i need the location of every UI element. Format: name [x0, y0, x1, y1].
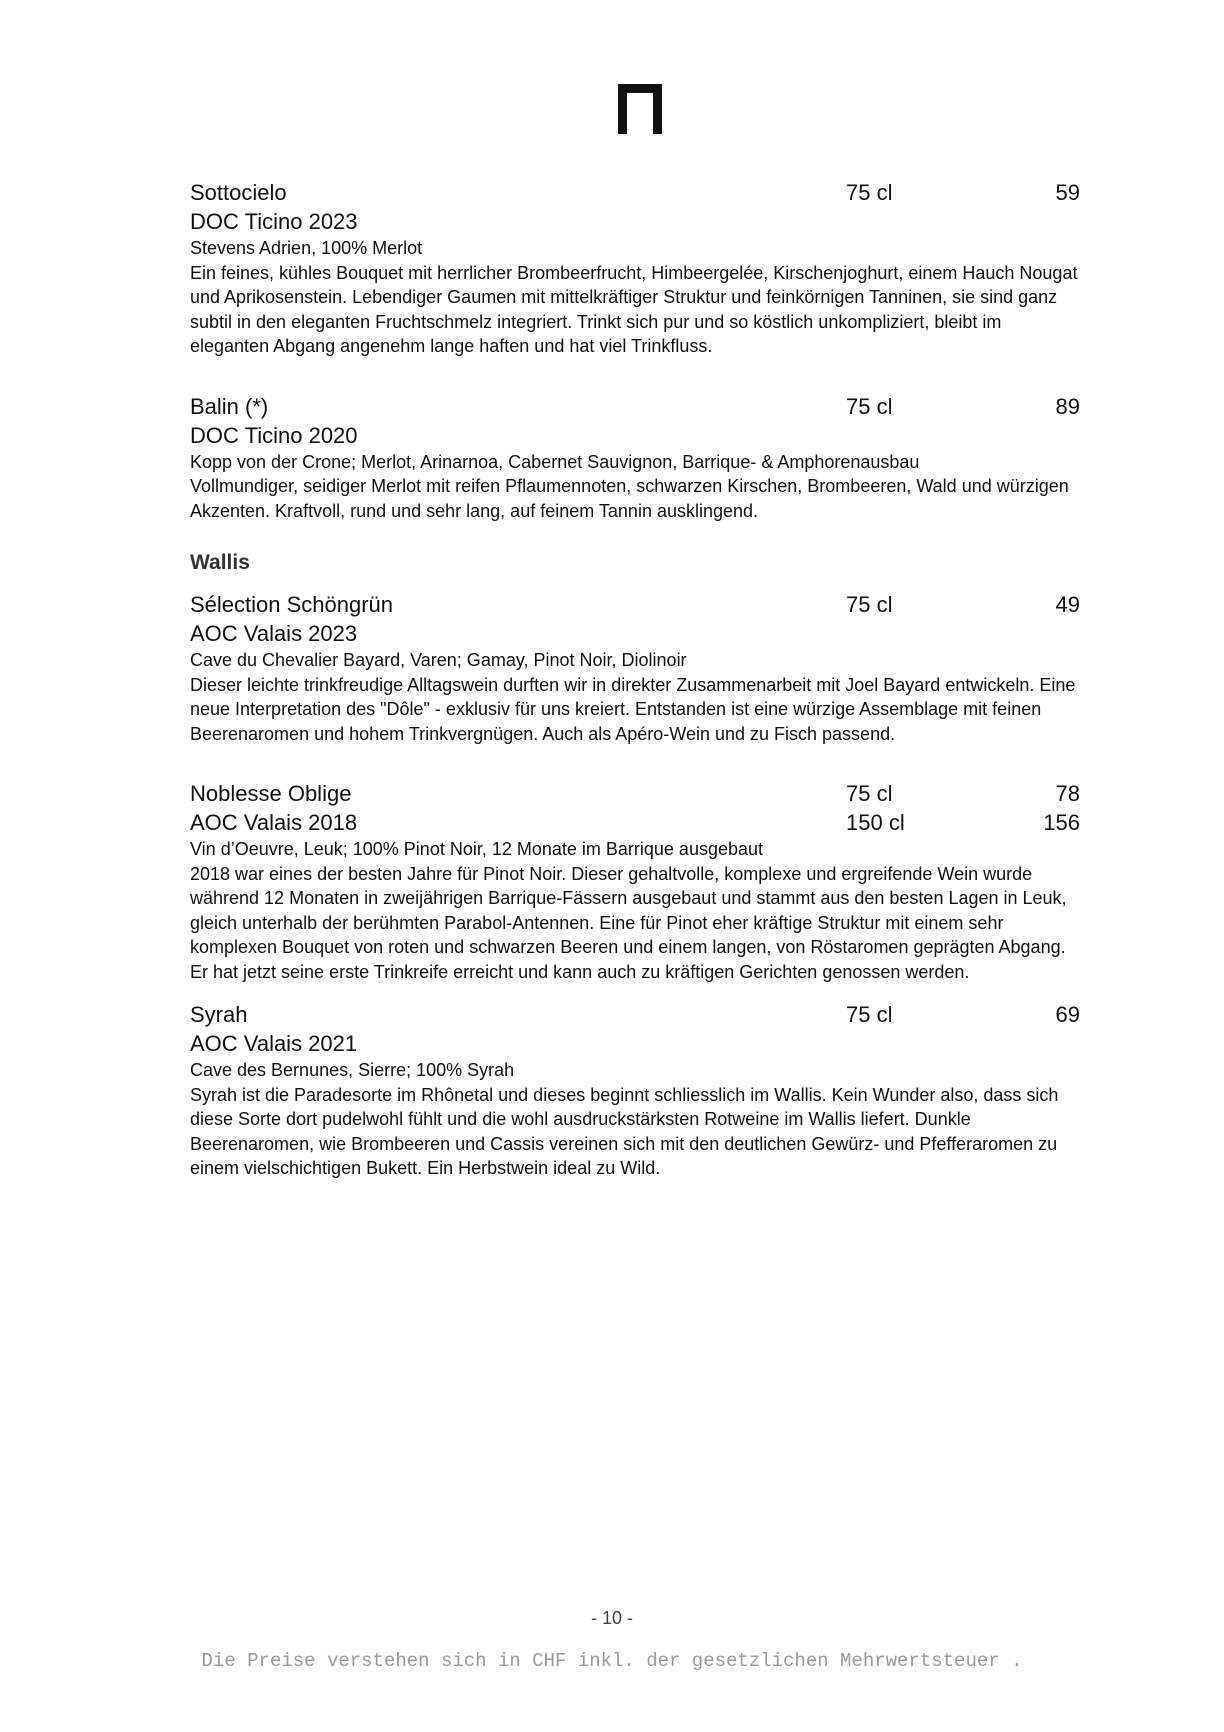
wine-title-row — [190, 178, 1080, 207]
wine-producer: Vin d’Oeuvre, Leuk; 100% Pinot Noir, 12 Monate im Barrique ausgebaut — [190, 839, 764, 859]
bottle-size: 75 cl — [846, 1002, 893, 1027]
bottle-size: 75 cl — [846, 180, 893, 205]
wine-entry — [190, 392, 1080, 524]
wine-description: Dieser leichte trinkfreudige Alltagswein durften wir in direkter Zusammenarbeit mit Joel Bayard entwickeln. Eine neue Interpretation des "Dôle" - exklusiv für uns kreiert. Entstanden ist eine würzige Assemblage mit feinen Beerenaromen und hohem Trinkvergnügen. Auch als Apéro-Wein und zu Fisch passend. — [190, 674, 1076, 744]
wine-list — [190, 178, 1080, 1181]
wine-origin-row — [190, 207, 1080, 236]
bottle-size-magnum: 150 cl — [846, 810, 905, 835]
wine-entry — [190, 590, 1080, 746]
wine-origin-row — [190, 619, 1080, 648]
wine-origin: AOC Valais 2023 — [190, 621, 358, 646]
wine-name: Syrah — [190, 1002, 248, 1027]
wine-origin: DOC Ticino 2020 — [190, 422, 358, 448]
wine-producer: Kopp von der Crone; Merlot, Arinarnoa, Cabernet Sauvignon, Barrique- & Amphorenausbau — [190, 451, 920, 472]
wine-name: Sélection Schöngrün — [190, 592, 394, 617]
wine-title-row — [190, 590, 1080, 619]
price-footer-note: Die Preise verstehen sich in CHF inkl. der gesetzlichen Mehrwertsteuer . — [201, 1650, 1023, 1672]
page-number: - 10 - — [590, 1608, 633, 1628]
wine-price-magnum: 156 — [1043, 810, 1080, 835]
wine-origin-row — [190, 421, 1080, 450]
wine-price: 89 — [1055, 393, 1080, 419]
wine-title-row — [190, 779, 1080, 808]
wine-producer: Cave des Bernunes, Sierre; 100% Syrah — [190, 1060, 515, 1080]
wine-origin: AOC Valais 2018 — [190, 810, 358, 835]
wine-entry — [190, 1000, 1080, 1181]
wine-description: Syrah ist die Paradesorte im Rhônetal und dieses beginnt schliesslich im Wallis. Kein Wunder also, dass sich diese Sorte dort pudelwohl fühlt und die wohl ausdruckstärksten Rotweine im Wallis liefert. Dunkle Beerenaromen, wie Brombeeren und Cassis vereinen sich mit den deutlichen Gewürz- und Pfefferaromen zu einem vielschichtigen Bukett. Ein Herbstwein ideal zu Wild. — [190, 1084, 1059, 1178]
wine-title-row — [190, 1000, 1080, 1029]
pi-logo-icon — [618, 84, 662, 134]
bottle-size: 75 cl — [846, 592, 893, 617]
wine-producer: Stevens Adrien, 100% Merlot — [190, 238, 423, 258]
wine-price: 78 — [1055, 781, 1080, 806]
bottle-size: 75 cl — [846, 393, 893, 419]
wine-price: 49 — [1055, 592, 1080, 617]
wine-origin-row — [190, 808, 1080, 837]
wine-origin: DOC Ticino 2023 — [190, 209, 358, 234]
wine-origin: AOC Valais 2021 — [190, 1031, 358, 1056]
wine-price: 59 — [1055, 180, 1080, 205]
section-heading: Wallis — [190, 551, 250, 574]
wine-name: Balin (*) — [190, 393, 269, 419]
wine-description: Ein feines, kühles Bouquet mit herrlicher Brombeerfrucht, Himbeergelée, Kirschenjoghurt, einem Hauch Nougat und Aprikosenstein. Lebendiger Gaumen mit mittelkräftiger Struktur und feinkörnigen Tanninen, sie sind ganz subtil in den eleganten Fruchtschmelz integriert. Trinkt sich pur und so köstlich unkompliziert, bleibt im eleganten Abgang angenehm lange haften und hat viel Trinkfluss. — [190, 262, 1078, 356]
wine-description: Vollmundiger, seidiger Merlot mit reifen Pflaumennoten, schwarzen Kirschen, Brombeeren, Wald und würzigen Akzenten. Kraftvoll, rund und sehr lang, auf feinem Tannin ausklingend. — [190, 476, 1069, 521]
wine-title-row — [190, 392, 1080, 421]
wine-price: 69 — [1055, 1002, 1080, 1027]
wine-entry — [190, 779, 1080, 984]
bottle-size: 75 cl — [846, 781, 893, 806]
wine-origin-row — [190, 1029, 1080, 1058]
wine-entry — [190, 178, 1080, 359]
wine-name: Noblesse Oblige — [190, 781, 352, 806]
wine-producer: Cave du Chevalier Bayard, Varen; Gamay, Pinot Noir, Diolinoir — [190, 650, 687, 670]
wine-name: Sottocielo — [190, 180, 287, 205]
wine-description: 2018 war eines der besten Jahre für Pinot Noir. Dieser gehaltvolle, komplexe und ergreifende Wein wurde während 12 Monaten in zweijährigen Barrique-Fässern ausgebaut und stammt aus den besten Lagen in Leuk, gleich unterhalb der berühmten Parabol-Antennen. Eine für Pinot eher kräftige Struktur mit einem sehr komplexen Bouquet von roten und schwarzen Beeren und einem langen, von Röstaromen geprägten Abgang. Er hat jetzt seine erste Trinkreife erreicht und kann auch zu kräftigen Gerichten genossen werden. — [190, 863, 1067, 982]
